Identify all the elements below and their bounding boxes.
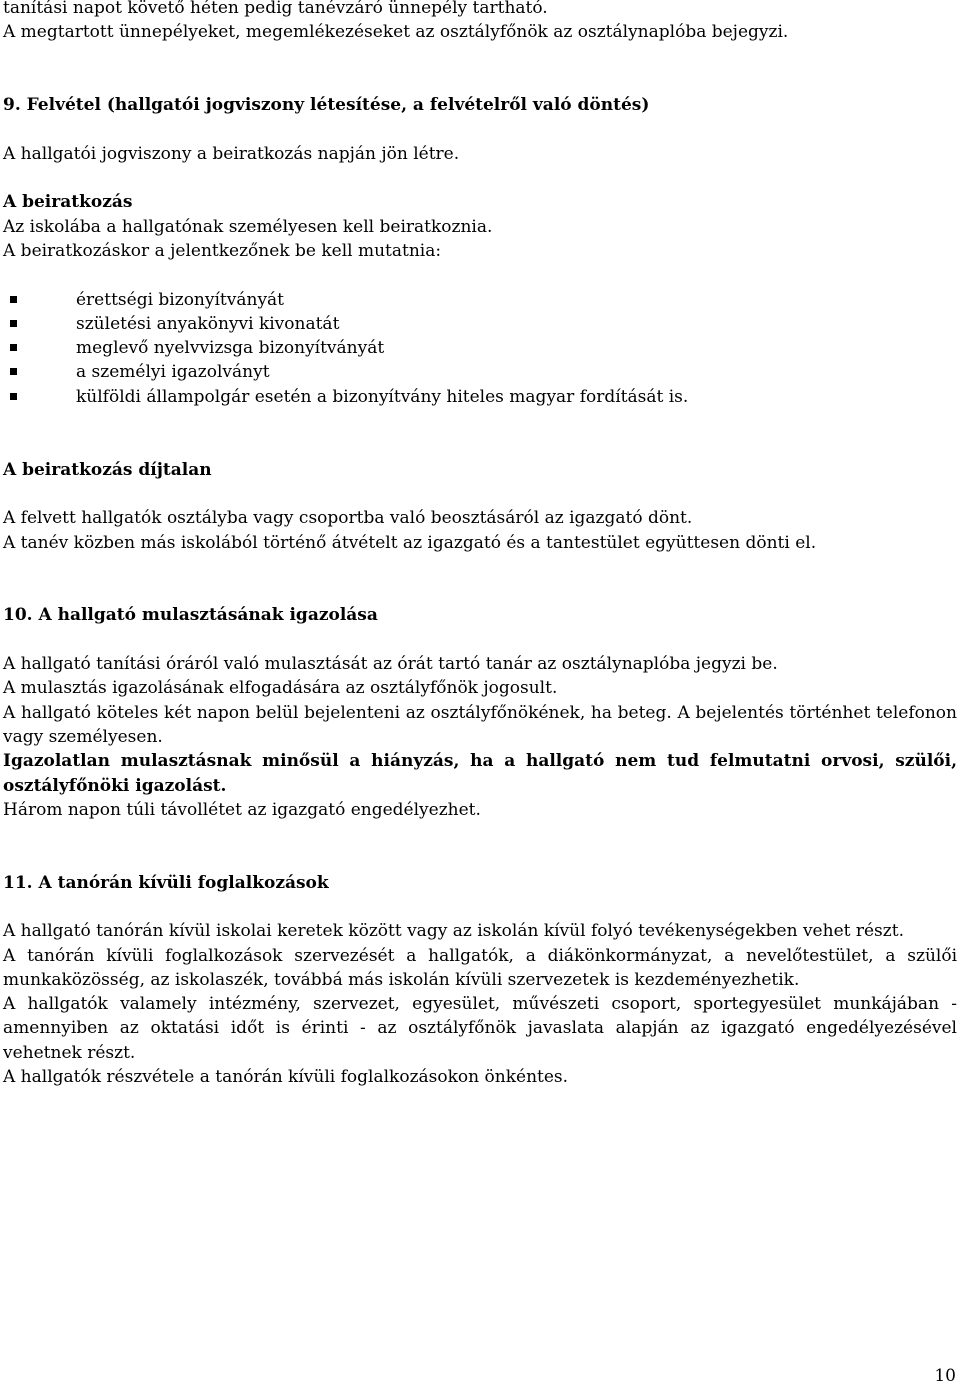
bullet-square-icon bbox=[10, 344, 17, 351]
document-page bbox=[3, 0, 957, 1089]
section-9-heading: 9. Felvétel (hallgatói jogviszony létesítése, a felvételről való döntés) bbox=[3, 95, 650, 116]
section-9-paragraph: A tanév közben más iskolából történő átvételt az igazgató és a tantestület együttesen dönti el. bbox=[3, 532, 817, 553]
section-9-paragraph: Az iskolába a hallgatónak személyesen kell beiratkoznia. bbox=[3, 216, 493, 237]
section-9-paragraph: A felvett hallgatók osztályba vagy csoportba való beosztásáról az igazgató dönt. bbox=[3, 508, 693, 529]
intro-line-2: A megtartott ünnepélyeket, megemlékezéseket az osztályfőnök az osztálynaplóba bejegyzi. bbox=[3, 22, 789, 43]
section-11-heading: 11. A tanórán kívüli foglalkozások bbox=[3, 872, 329, 893]
bullet-square-icon bbox=[10, 296, 17, 303]
required-documents-list bbox=[3, 288, 957, 409]
bullet-square-icon bbox=[10, 393, 17, 400]
section-9-free-note: A beiratkozás díjtalan bbox=[3, 459, 212, 480]
section-10-paragraph: A mulasztás igazolásának elfogadására az osztályfőnök jogosult. bbox=[3, 678, 558, 699]
section-10-bold-paragraph: Igazolatlan mulasztásnak minősül a hiányzás, ha a hallgató nem tud felmutatni orvosi, szülői, osztályfőnöki igazolást. bbox=[3, 751, 957, 796]
intro-line-1: tanítási napot követő héten pedig tanévzáró ünnepély tartható. bbox=[3, 0, 548, 18]
section-9-paragraph: A beiratkozáskor a jelentkezőnek be kell mutatnia: bbox=[3, 240, 442, 261]
list-item: külföldi állampolgár esetén a bizonyítvány hiteles magyar fordítását is. bbox=[3, 385, 957, 409]
list-item: születési anyakönyvi kivonatát bbox=[3, 312, 957, 336]
list-item: a személyi igazolványt bbox=[3, 360, 957, 384]
section-9-paragraph: A hallgatói jogviszony a beiratkozás napján jön létre. bbox=[3, 143, 460, 164]
section-11-paragraph: A tanórán kívüli foglalkozások szervezését a hallgatók, a diákönkormányzat, a nevelőtestület, a szülői munkaközösség, az iskolaszék, továbbá más iskolán kívüli szervezetek is kezdeményezhetik. bbox=[3, 945, 957, 990]
section-11-paragraph: A hallgatók részvétele a tanórán kívüli foglalkozásokon önkéntes. bbox=[3, 1067, 569, 1088]
bullet-square-icon bbox=[10, 320, 17, 327]
list-item: érettségi bizonyítványát bbox=[3, 288, 957, 312]
section-10-paragraph: A hallgató tanítási óráról való mulasztását az órát tartó tanár az osztálynaplóba jegyzi be. bbox=[3, 654, 778, 675]
section-11-paragraph: A hallgató tanórán kívül iskolai keretek között vagy az iskolán kívül folyó tevékenységekben vehet részt. bbox=[3, 921, 904, 942]
section-10-heading: 10. A hallgató mulasztásának igazolása bbox=[3, 605, 378, 626]
list-item: meglevő nyelvvizsga bizonyítványát bbox=[3, 336, 957, 360]
section-9-subheading: A beiratkozás bbox=[3, 192, 133, 213]
page-number: 10 bbox=[934, 1366, 956, 1386]
section-11-paragraph: A hallgatók valamely intézmény, szervezet, egyesület, művészeti csoport, sportegyesület munkájában - amennyiben az oktatási időt is érinti - az osztályfőnök javaslata alapján az igazgató engedélyezésével vehetnek részt. bbox=[3, 994, 957, 1063]
section-10-paragraph: A hallgató köteles két napon belül bejelenteni az osztályfőnökének, ha beteg. A bejelentés történhet telefonon vagy személyesen. bbox=[3, 702, 957, 747]
bullet-square-icon bbox=[10, 368, 17, 375]
section-10-paragraph: Három napon túli távollétet az igazgató engedélyezhet. bbox=[3, 799, 481, 820]
